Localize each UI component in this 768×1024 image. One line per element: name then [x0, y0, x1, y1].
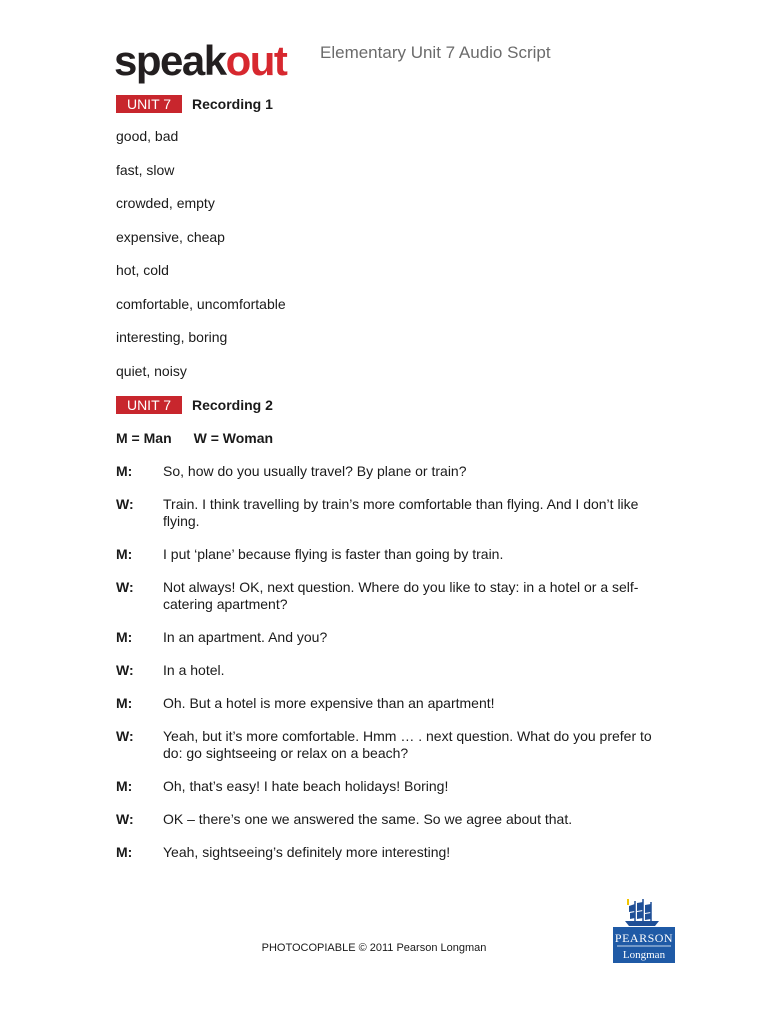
word-pair: good, bad	[116, 128, 179, 144]
dialogue-text: So, how do you usually travel? By plane or train?	[163, 463, 467, 479]
dialogue-line	[116, 546, 656, 563]
recording-2-heading	[116, 396, 273, 414]
speaker-label: W:	[116, 579, 134, 595]
dialogue-line	[116, 844, 656, 861]
unit-badge: UNIT 7	[116, 396, 182, 414]
speaker-label: W:	[116, 662, 134, 678]
dialogue-text: Oh, that’s easy! I hate beach holidays! Boring!	[163, 778, 449, 794]
footer-copyright: PHOTOCOPIABLE © 2011 Pearson Longman	[261, 942, 487, 954]
word-pair: crowded, empty	[116, 195, 215, 211]
logo-out-text: out	[225, 37, 287, 84]
dialogue-line	[116, 728, 656, 762]
dialogue-line	[116, 579, 656, 613]
dialogue-text: In a hotel.	[163, 662, 225, 678]
word-pair: quiet, noisy	[116, 362, 187, 379]
legend-woman: W = Woman	[193, 430, 274, 446]
speaker-label: M:	[116, 844, 133, 860]
speaker-label: M:	[116, 778, 133, 794]
speaker-label: W:	[116, 811, 134, 827]
speakout-logo	[114, 37, 287, 84]
dialogue-text: Train. I think travelling by train’s more comfortable than flying. And I don’t like flying.	[163, 496, 639, 529]
recording-title: Recording 1	[192, 96, 273, 112]
speaker-label: M:	[116, 546, 133, 562]
speaker-label: M:	[116, 463, 133, 479]
speaker-label: W:	[116, 728, 134, 744]
longman-text: Longman	[622, 949, 666, 961]
word-pair: interesting, boring	[116, 329, 228, 345]
speaker-label: M:	[116, 629, 133, 645]
word-pairs-list	[116, 127, 286, 395]
word-pair: fast, slow	[116, 161, 175, 178]
dialogue-line	[116, 463, 656, 480]
dialogue-text: In an apartment. And you?	[163, 629, 328, 645]
dialogue-text: I put ‘plane’ because flying is faster than going by train.	[163, 546, 504, 562]
dialogue-line	[116, 629, 656, 646]
dialogue-line	[116, 778, 656, 795]
word-pair: comfortable, uncomfortable	[116, 295, 286, 312]
unit-badge: UNIT 7	[116, 95, 182, 113]
dialogue-line	[116, 695, 656, 712]
dialogue-text: OK – there’s one we answered the same. So we agree about that.	[163, 811, 573, 827]
speaker-label: W:	[116, 496, 134, 512]
dialogue-text: Oh. But a hotel is more expensive than an apartment!	[163, 695, 495, 711]
dialogue-line	[116, 811, 656, 828]
dialogue	[116, 463, 656, 877]
logo-speak-text: speak	[114, 37, 226, 84]
word-pair: expensive, cheap	[116, 228, 225, 245]
dialogue-line	[116, 496, 656, 530]
pearson-longman-logo	[613, 895, 675, 963]
dialogue-text: Yeah, but it’s more comfortable. Hmm … . next question. What do you prefer to do: go sightseeing or relax on a beach?	[163, 728, 652, 761]
legend-man: M = Man	[116, 430, 172, 446]
dialogue-line	[116, 662, 656, 679]
dialogue-text: Yeah, sightseeing’s definitely more interesting!	[163, 844, 451, 860]
page-title: Elementary Unit 7 Audio Script	[320, 43, 551, 62]
recording-1-heading	[116, 95, 273, 113]
speaker-label: M:	[116, 695, 133, 711]
pearson-text: PEARSON	[614, 931, 674, 945]
speaker-legend	[116, 430, 273, 446]
word-pair: hot, cold	[116, 262, 169, 278]
recording-title: Recording 2	[192, 397, 273, 413]
dialogue-text: Not always! OK, next question. Where do you like to stay: in a hotel or a self-catering apartment?	[163, 579, 639, 612]
ship-icon	[613, 895, 675, 963]
